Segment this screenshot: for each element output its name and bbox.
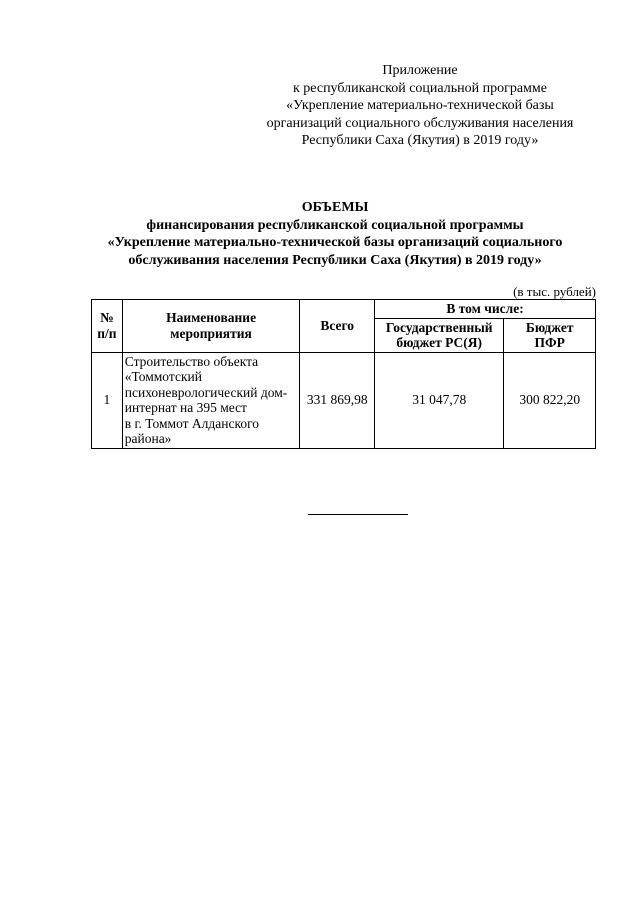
row-num: 1 bbox=[92, 352, 123, 448]
document-heading bbox=[70, 199, 600, 269]
heading-title: ОБЪЕМЫ bbox=[301, 200, 369, 215]
header-name-line: мероприятия bbox=[170, 325, 252, 341]
appendix-line: Республики Саха (Якутия) в 2019 году» bbox=[301, 133, 539, 148]
unit-note: (в тыс. рублей) bbox=[513, 284, 596, 299]
header-pfr-budget bbox=[504, 318, 596, 352]
row-pfr-budget: 300 822,20 bbox=[504, 352, 596, 448]
header-state-budget bbox=[375, 318, 504, 352]
table-header-row bbox=[92, 300, 596, 319]
appendix-line: к республиканской социальной программе bbox=[292, 80, 547, 96]
row-name-line: психоневрологический дом- bbox=[124, 384, 288, 400]
header-pfr-line: ПФР bbox=[534, 335, 565, 350]
appendix-block bbox=[240, 62, 600, 150]
heading-line: «Укрепление материально-технической базы организаций социального bbox=[107, 235, 563, 250]
header-state-line: бюджет РС(Я) bbox=[396, 335, 483, 350]
row-state-budget: 31 047,78 bbox=[375, 352, 504, 448]
row-name-line: района» bbox=[124, 431, 172, 446]
row-total: 331 869,98 bbox=[300, 352, 375, 448]
header-state-line: Государственный bbox=[385, 319, 493, 335]
table-row bbox=[92, 352, 596, 448]
row-name bbox=[122, 352, 300, 448]
header-group: В том числе: bbox=[375, 300, 596, 319]
header-pfr-line: Бюджет bbox=[525, 319, 574, 335]
header-num-line: № bbox=[100, 310, 114, 326]
appendix-line: организаций социального обслуживания населения bbox=[266, 115, 574, 131]
heading-line: финансирования республиканской социальной программы bbox=[146, 217, 524, 233]
row-name-line: Строительство объекта bbox=[124, 353, 259, 369]
row-name-line: «Томмотский bbox=[124, 369, 202, 384]
appendix-line: Приложение bbox=[382, 63, 458, 78]
financing-table bbox=[91, 299, 596, 449]
row-name-line: интернат на 395 мест bbox=[124, 400, 247, 415]
header-total: Всего bbox=[300, 300, 375, 353]
closing-rule bbox=[308, 514, 408, 515]
row-name-line: в г. Томмот Алданского bbox=[124, 415, 260, 431]
header-num-line: п/п bbox=[97, 325, 117, 341]
header-name bbox=[122, 300, 300, 353]
appendix-line: «Укрепление материально-технической базы bbox=[286, 98, 554, 113]
header-num bbox=[92, 300, 123, 353]
heading-line: обслуживания населения Республики Саха (Якутия) в 2019 году» bbox=[128, 252, 542, 268]
header-name-line: Наименование bbox=[166, 310, 257, 326]
